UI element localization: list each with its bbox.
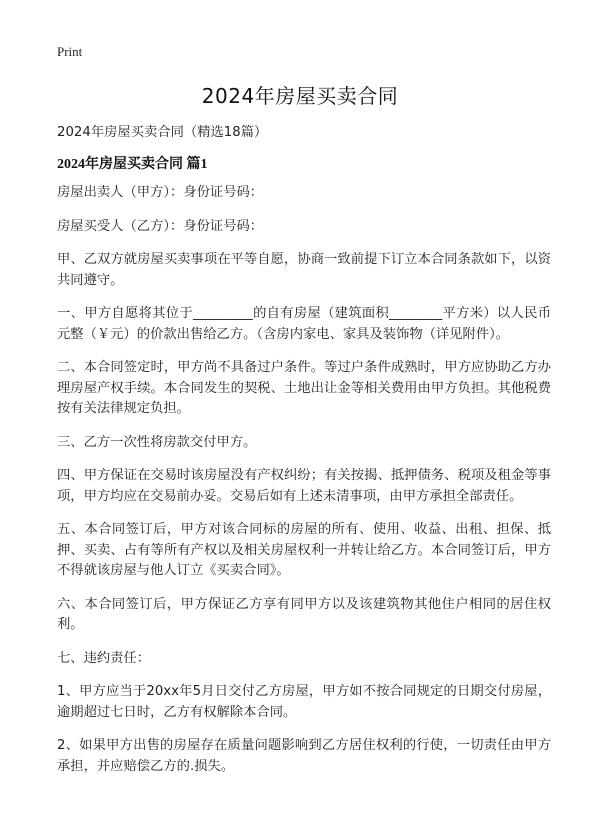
paragraph-clause-4: 四、甲方保证在交易时该房屋没有产权纠纷；有关按揭、抵押债务、税项及租金等事项，甲方均应在交易前办妥。交易后如有上述未清事项，由甲方承担全部责任。 (57, 468, 551, 504)
paragraph-clause-2: 二、本合同签定时，甲方尚不具备过户条件。等过户条件成熟时，甲方应协助乙方办理房屋产权手续。本合同发生的契税、土地出让金等相关费用由甲方负担。其他税费按有关法律规定负担。 (57, 360, 551, 416)
paragraph-seller: 房屋出卖人（甲方）：身份证号码： (57, 185, 264, 200)
paragraph-liability-2: 2、如果甲方出售的房屋存在质量问题影响到乙方居住权利的行使，一切责任由甲方承担，并应赔偿乙方的.损失。 (57, 738, 551, 774)
paragraph-liability-1: 1、甲方应当于20xx年5月日交付乙方房屋，甲方如不按合同规定的日期交付房屋，逾期超过七日时，乙方有权解除本合同。 (57, 684, 551, 720)
contract-body (57, 183, 551, 790)
paragraph-clause-6: 六、本合同签订后，甲方保证乙方享有同甲方以及该建筑物其他住户相同的居住权利。 (57, 596, 551, 632)
paragraph-clause-5: 五、本合同签订后，甲方对该合同标的房屋的所有、使用、收益、出租、担保、抵押、买卖、占有等所有产权以及相关房屋权利一并转让给乙方。本合同签订后，甲方不得就该房屋与他人订立《买卖合同》。 (57, 522, 551, 578)
paragraph-clause-7-heading: 七、违约责任： (57, 650, 151, 666)
paragraph-clause-1: 一、甲方自愿将其位于_________的自有房屋（建筑面积________平方米）以人民币元整（￥元）的价款出售给乙方。（含房内家电、家具及装饰物（详见附件）。 (57, 306, 551, 342)
document-subtitle: 2024年房屋买卖合同（精选18篇） (57, 125, 268, 140)
paragraph-preamble: 甲、乙双方就房屋买卖事项在平等自愿，协商一致前提下订立本合同条款如下，以资共同遵守。 (57, 252, 551, 288)
paragraph-clause-3: 三、乙方一次性将房款交付甲方。 (57, 434, 257, 450)
paragraph-buyer: 房屋买受人（乙方）：身份证号码： (57, 218, 264, 234)
page-title: 2024年房屋买卖合同 (201, 84, 399, 108)
section-heading: 2024年房屋买卖合同 篇1 (57, 157, 208, 172)
print-link[interactable]: Print (57, 44, 83, 59)
